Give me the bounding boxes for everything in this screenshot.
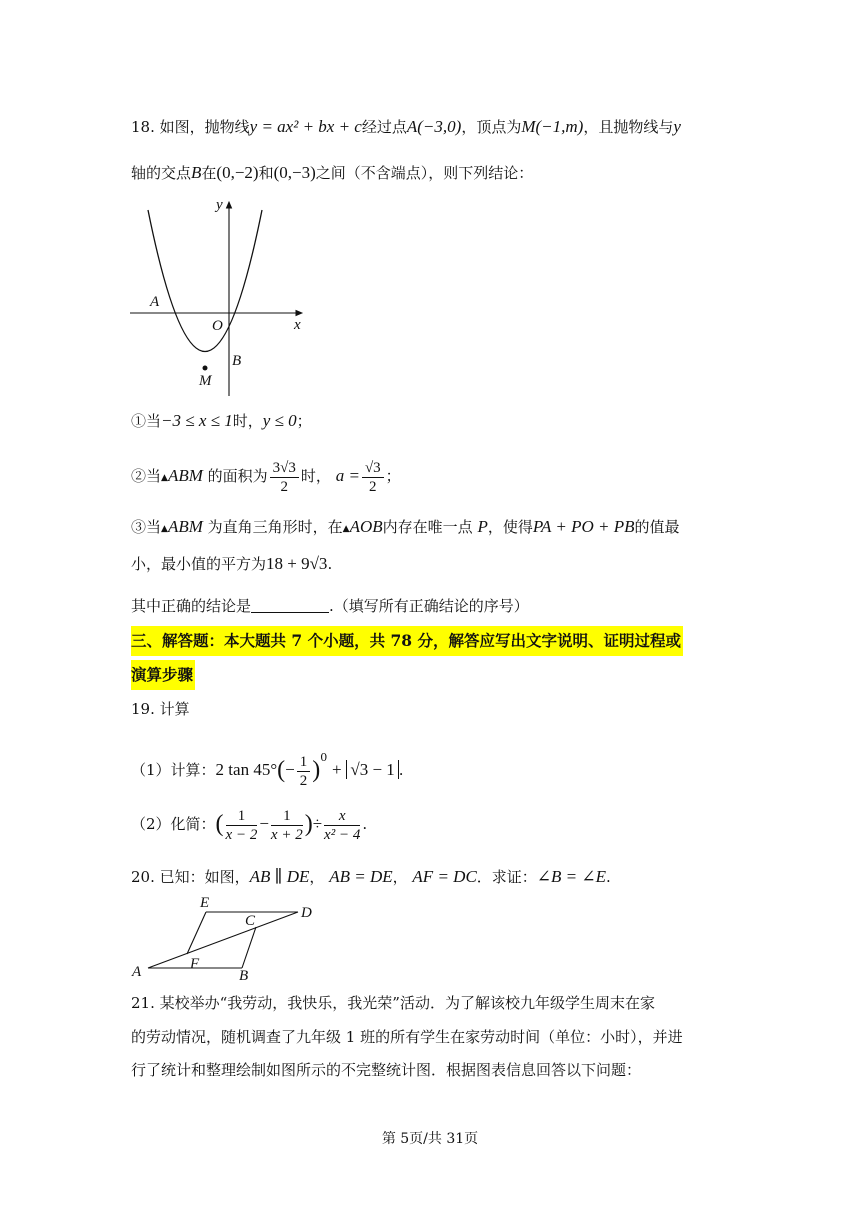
q21-line2: 的劳动情况，随机调查了九年级 1 班的所有学生在家劳动时间（单位：小时），并进 <box>131 1028 683 1046</box>
conclusion-1: ①当−3 ≤ x ≤ 1时，y ≤ 0； <box>131 411 312 430</box>
q19-part2: （2）化简：( $\frac{1}{x - 2}$ − $\frac{1}{x + 2}$ )÷ $\frac{x}{\text{x² − 4}}$ . <box>131 807 368 843</box>
conclusion-3-line2: 小，最小值的平方为18 + 9√3. <box>131 554 333 573</box>
q18-line2: 轴的交点B在(0,−2)和(0,−3)之间（不含端点），则下列结论： <box>131 163 534 182</box>
conclusion-3: ③当▲ABM 为直角三角形时，在▲AOB内存在唯一点 P，使得PA + PO + PB的值最 <box>131 517 680 536</box>
segment-cb <box>242 927 256 968</box>
segment-ad <box>148 912 298 968</box>
triangle-icon: ▲ <box>342 524 350 534</box>
answer-line: 其中正确的结论是 .（填写所有正确结论的序号） <box>131 597 529 615</box>
point-m: M(−1,m) <box>521 117 584 136</box>
conclusion-2: ②当▲ABM 的面积为 $\frac{3√3}{2}$ 时， a = $\frac{√3}{2}$ ； <box>131 459 401 495</box>
label-o: O <box>212 318 223 334</box>
q19-title: 19. 计算 <box>131 700 190 718</box>
triangle-icon: ▲ <box>161 524 168 534</box>
vertex-m-dot <box>203 366 208 371</box>
q20-line: 20. 已知：如图，AB ∥ DE， AB = DE， AF = DC．求证：∠B = ∠E. <box>131 867 611 886</box>
fraction-a: $\frac{√3}{2}$ <box>362 459 384 496</box>
q18-line1: 18. 如图，抛物线y = ax² + bx + c经过点A(−3,0)，顶点为M(−1,m)，且抛物线与y <box>131 117 681 136</box>
label-x: x <box>294 317 301 333</box>
abs-value: √3 − 1 <box>346 760 398 779</box>
svg-text:F: F <box>190 956 200 972</box>
q19-part1: （1）计算：2 tan 45°(− $\frac{1}{2}$ )$^0$ + √3 − 1 . <box>131 751 404 789</box>
answer-blank <box>251 598 329 613</box>
fraction-area: $\frac{3√3}{2}$ <box>270 459 299 496</box>
svg-text:E: E <box>200 895 210 911</box>
svg-text:B: B <box>239 968 249 982</box>
label-a: A <box>150 294 160 310</box>
label-b: B <box>232 353 242 369</box>
label-m: M <box>199 373 212 389</box>
q21-line3: 行了统计和整理绘制如图所示的不完整统计图．根据图表信息回答以下问题： <box>131 1061 642 1079</box>
svg-text:C: C <box>245 913 256 929</box>
page-footer: 第 5页/共 31页 <box>381 1131 479 1147</box>
parabola-curve <box>148 210 262 352</box>
parabola-figure <box>128 196 308 398</box>
point-a: A(−3,0) <box>406 117 462 136</box>
section-heading-line1: 三、解答题：本大题共 7 个小题，共 78 分，解答应写出文字说明、证明过程或 <box>131 626 683 656</box>
q21-line1: 21. 某校举办“我劳动，我快乐，我光荣”活动．为了解该校九年级学生周末在家 <box>131 994 655 1012</box>
svg-text:D: D <box>301 905 312 921</box>
section-heading-line2: 演算步骤 <box>131 660 195 690</box>
triangle-icon: ▲ <box>161 473 168 483</box>
svg-text:A: A <box>132 964 142 980</box>
parabola-equation: y = ax² + bx + c <box>249 117 362 136</box>
label-y: y <box>216 197 223 213</box>
parallelogram-figure <box>128 892 328 982</box>
